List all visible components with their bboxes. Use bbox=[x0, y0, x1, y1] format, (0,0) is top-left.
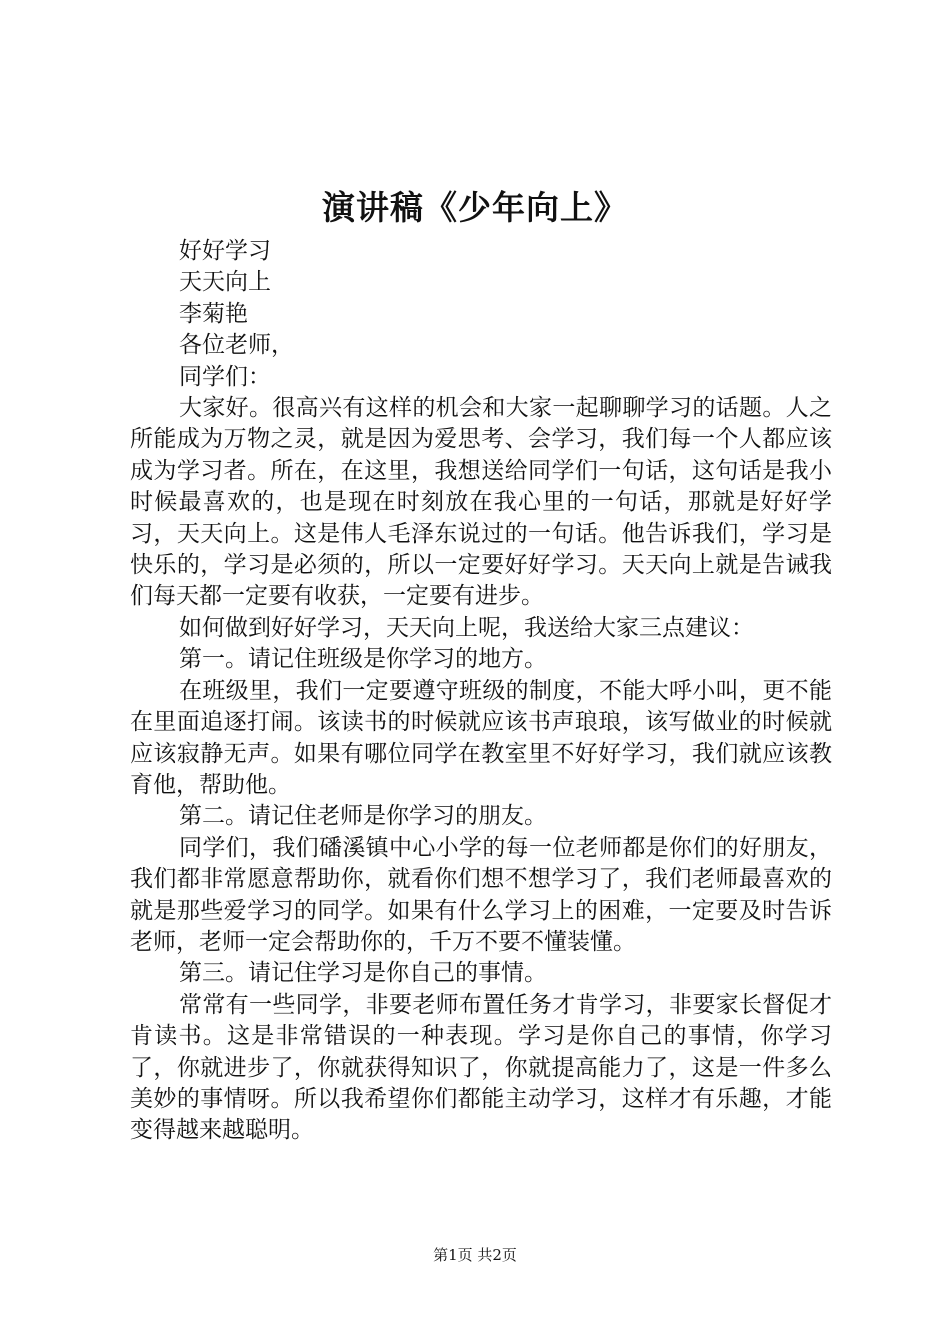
paragraph: 同学们： bbox=[179, 363, 271, 390]
paragraph: 李菊艳 bbox=[179, 300, 248, 327]
paragraph: 第三。请记住学习是你自己的事情。 bbox=[179, 960, 547, 987]
paragraph: 好好学习 bbox=[179, 238, 271, 264]
paragraph: 第一。请记住班级是你学习的地方。 bbox=[179, 646, 547, 673]
paragraph: 天天向上 bbox=[179, 269, 271, 296]
page-footer: 第1页 共2页 bbox=[433, 1246, 517, 1264]
paragraph: 同学们，我们磻溪镇中心小学的每一位老师都是你们的好朋友，我们都非常愿意帮助你，就看你们想不想学习了，我们老师最喜欢的就是那些爱学习的同学。如果有什么学习上的困难，一定要及时告诉老师，老师一定会帮助你的，千万不要不懂装懂。 bbox=[130, 834, 832, 955]
paragraph: 各位老师， bbox=[179, 332, 294, 359]
paragraph: 大家好。很高兴有这样的机会和大家一起聊聊学习的话题。人之所能成为万物之灵，就是因为爱思考、会学习，我们每一个人都应该成为学习者。所在，在这里，我想送给同学们一句话，这句话是我小时候最喜欢的，也是现在时刻放在我心里的一句话，那就是好好学习，天天向上。这是伟人毛泽东说过的一句话。他告诉我们，学习是快乐的，学习是必须的，所以一定要好好学习。天天向上就是告诫我们每天都一定要有收获，一定要有进步。 bbox=[130, 395, 832, 610]
document-body bbox=[130, 236, 832, 1147]
paragraph: 第二。请记住老师是你学习的朋友。 bbox=[179, 803, 547, 830]
paragraph: 常常有一些同学，非要老师布置任务才肯学习，非要家长督促才肯读书。这是非常错误的一种表现。学习是你自己的事情，你学习了，你就进步了，你就获得知识了，你就提高能力了，这是一件多么美妙的事情呀。所以我希望你们都能主动学习，这样才有乐趣，才能变得越来越聪明。 bbox=[130, 991, 832, 1144]
paragraph: 如何做到好好学习，天天向上呢，我送给大家三点建议： bbox=[179, 614, 754, 641]
page-title: 演讲稿《少年向上》 bbox=[322, 188, 628, 227]
paragraph: 在班级里，我们一定要遵守班级的制度，不能大呼小叫，更不能在里面追逐打闹。该读书的时候就应该书声琅琅，该写做业的时候就应该寂静无声。如果有哪位同学在教室里不好好学习，我们就应该教育他，帮助他。 bbox=[130, 677, 832, 798]
